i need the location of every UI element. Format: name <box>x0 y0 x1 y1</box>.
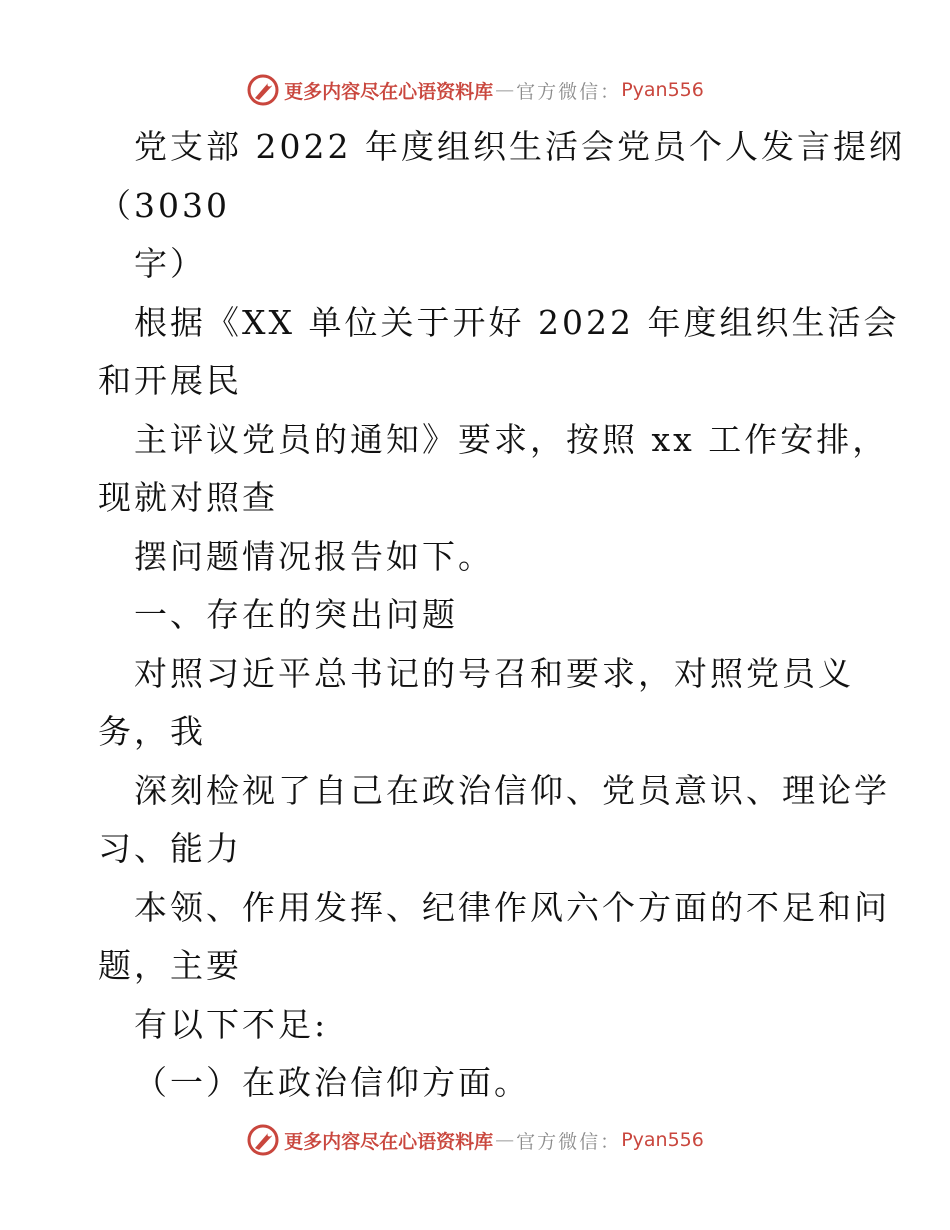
watermark-label: 官方微信： <box>516 1130 622 1153</box>
watermark-header <box>0 70 950 110</box>
paragraph-line: 对照习近平总书记的号召和要求，对照党员义 <box>134 654 854 693</box>
watermark-wechat-id: Pyan556 <box>621 79 704 101</box>
watermark-dash: — <box>495 1129 515 1151</box>
watermark-wechat-id: Pyan556 <box>621 1129 704 1151</box>
paragraph-line: 根据《XX 单位关于开好 2022 年度组织生活会 <box>134 303 900 342</box>
paragraph-line: 习、能力 <box>98 829 242 868</box>
document-title-line-1: 党支部 2022 年度组织生活会党员个人发言提纲 <box>134 127 905 166</box>
paragraph-line: 和开展民 <box>98 361 242 400</box>
document-title-line-3: 字） <box>134 244 206 283</box>
paragraph-line: 务，我 <box>98 712 206 751</box>
paragraph-line: 现就对照查 <box>98 478 278 517</box>
pen-logo-icon <box>246 73 280 107</box>
watermark-main-text: 更多内容尽在心语资料库 <box>284 80 494 103</box>
pen-logo-icon <box>246 1123 280 1157</box>
watermark-label: 官方微信： <box>516 80 622 103</box>
watermark-dash: — <box>495 79 515 101</box>
watermark-main-text: 更多内容尽在心语资料库 <box>284 1130 494 1153</box>
watermark-footer <box>0 1120 950 1160</box>
section-heading: 一、存在的突出问题 <box>134 595 458 634</box>
document-title-line-2: （3030 <box>98 186 230 225</box>
paragraph-line: 有以下不足: <box>134 1005 329 1044</box>
paragraph-line: 深刻检视了自己在政治信仰、党员意识、理论学 <box>134 771 890 810</box>
paragraph-line: 本领、作用发挥、纪律作风六个方面的不足和问 <box>134 888 890 927</box>
paragraph-line: 题，主要 <box>98 946 242 985</box>
paragraph-line: 主评议党员的通知》要求，按照 xx 工作安排， <box>134 420 889 459</box>
subsection-heading: （一）在政治信仰方面。 <box>134 1063 530 1102</box>
paragraph-line: 摆问题情况报告如下。 <box>134 537 494 576</box>
